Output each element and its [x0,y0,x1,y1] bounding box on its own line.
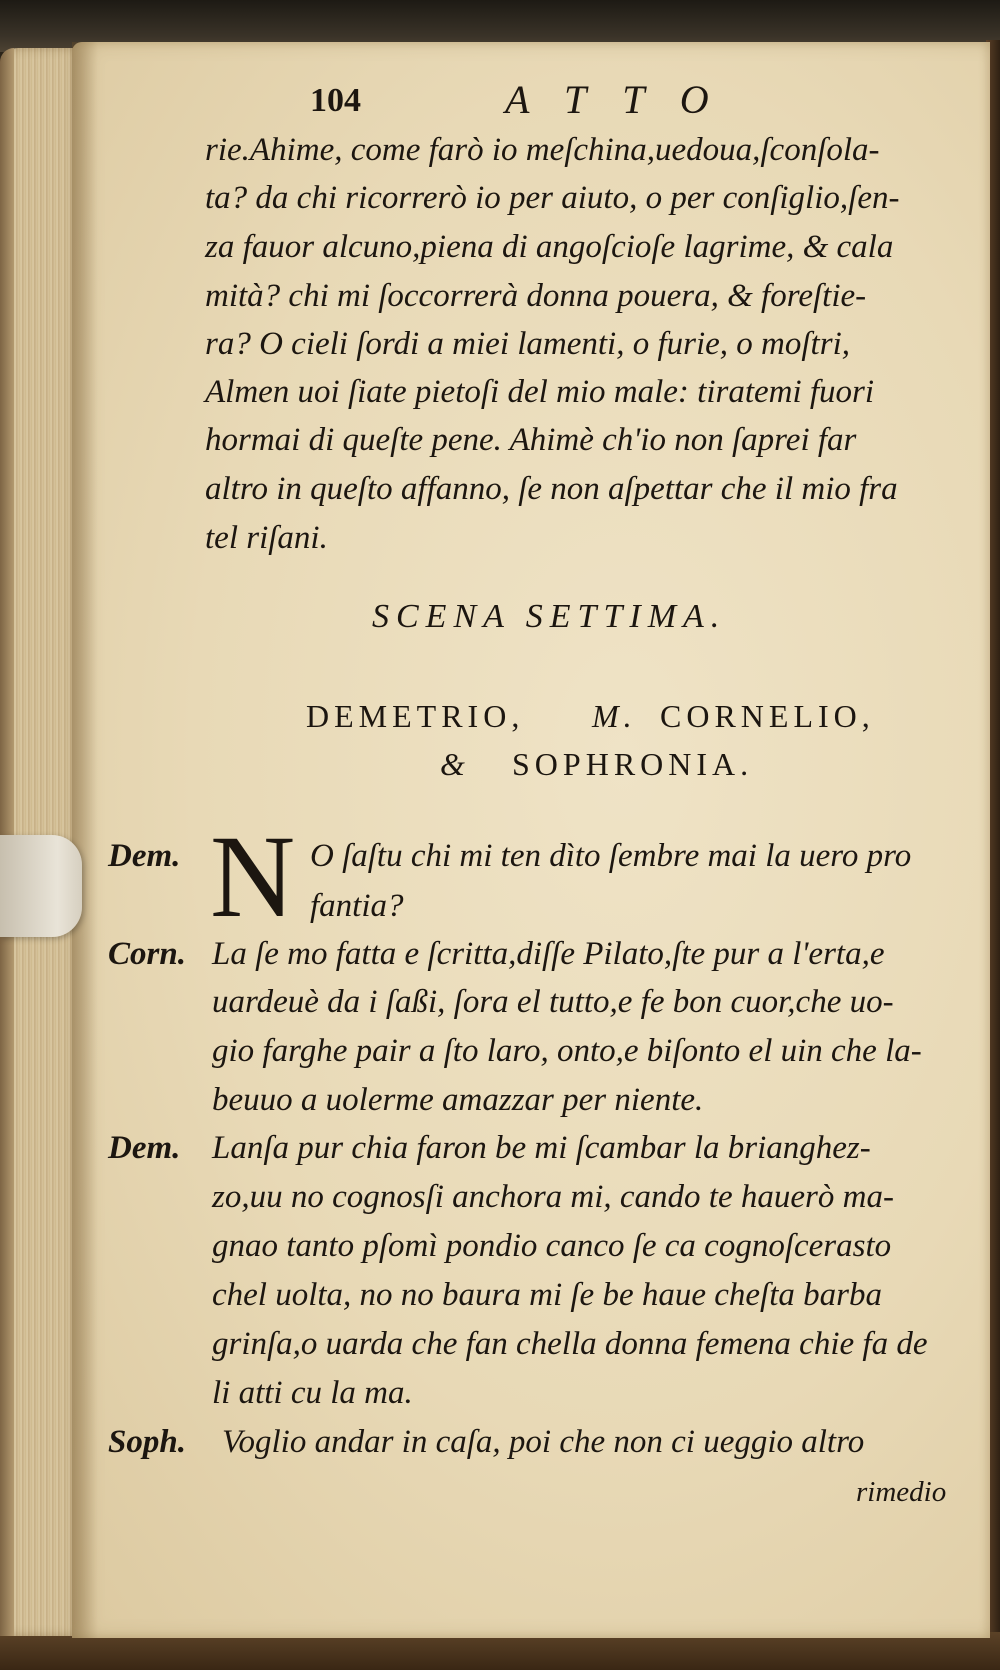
bookmark-tab[interactable] [0,835,82,937]
cast-name: M. [592,698,637,734]
dialogue-line: li atti cu la ma. [212,1375,413,1411]
dialogue-line: uardeuè da i ſaßi, ſora el tutto,e fe bon cuor,che uo- [212,984,894,1020]
cast-name: CORNELIO, [660,698,875,734]
cast-name: SOPHRONIA. [512,746,754,782]
cast-name: & [440,746,470,782]
text-line: altro in queſto affanno, ſe non aſpettar che il mio fra [205,471,898,507]
dialogue-line: gio farghe pair a ſto laro, onto,e biſonto el uin che la- [212,1033,922,1069]
text-line: ra? O cieli ſordi a miei lamenti, o furie, o moſtri, [205,326,850,362]
dialogue-line: grinſa,o uarda che fan chella donna femena chie fa de [212,1326,928,1362]
speaker-label: Soph. [108,1424,186,1460]
text-line: hormai di queſte pene. Ahimè ch'io non ſaprei far [205,422,857,458]
dialogue-line: La ſe mo fatta e ſcritta,diſſe Pilato,ſte pur a l'erta,e [212,936,885,972]
text-line: mità? chi mi ſoccorrerà donna pouera, & foreſtie- [205,278,867,314]
text-line: rie.Ahime, come farò io meſchina,uedoua,ſconſola- [205,132,880,168]
dialogue-line: zo,uu no cognosſi anchora mi, cando te hauerò ma- [212,1179,894,1215]
catchword: rimedio [856,1476,947,1508]
dialogue-line: beuuo a uolerme amazzar per niente. [212,1082,704,1118]
running-head: ATTO [505,77,745,122]
page-number: 104 [310,82,361,119]
text-line: Almen uoi ſiate pietoſi del mio male: tiratemi fuori [205,374,875,410]
speaker-label: Dem. [108,1130,181,1166]
text-line: tel riſani. [205,520,328,556]
gutter-shadow [72,42,98,1638]
dialogue-line: chel uolta, no no baura mi ſe be haue cheſta barba [212,1277,882,1313]
dialogue-line: fantia? [310,888,404,924]
speaker-label: Corn. [108,936,186,972]
dialogue-line: O ſaſtu chi mi ten dìto ſembre mai la uero pro [310,838,912,874]
drop-cap: N [210,811,296,942]
cast-name: DEMETRIO, [306,698,525,734]
text-line: ta? da chi ricorrerò io per aiuto, o per conſiglio,ſen- [205,180,900,216]
text-line: za fauor alcuno,piena di angoſcioſe lagrime, & cala [205,229,894,265]
dialogue-line: gnao tanto pſomì pondio canco ſe ca cognoſcerasto [212,1228,892,1264]
scene-title: SCENA SETTIMA. [372,598,727,635]
dialogue-line: Lanſa pur chia faron be mi ſcambar la brianghez- [212,1130,871,1166]
speaker-label: Dem. [108,838,181,874]
dialogue-line: Voglio andar in caſa, poi che non ci ueggio altro [222,1424,865,1460]
